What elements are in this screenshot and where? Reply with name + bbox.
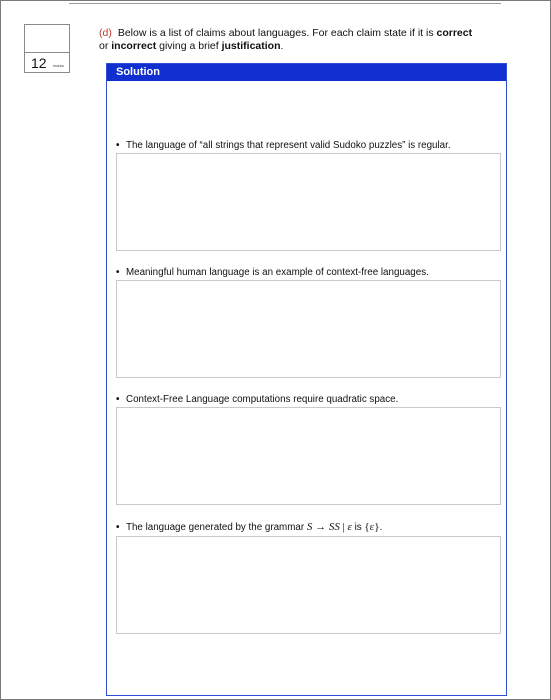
math-bar: |: [339, 521, 348, 533]
claim-bullet: •: [116, 522, 120, 533]
question-text-2: or: [99, 40, 112, 52]
marks-value: 12: [31, 55, 47, 71]
answer-box-2[interactable]: [116, 280, 501, 378]
marks-box: [24, 24, 70, 73]
marks-unit: marks: [53, 63, 64, 68]
question-justification: justification: [221, 40, 281, 52]
answer-box-4[interactable]: [116, 536, 501, 634]
math-epsilon: ε: [347, 521, 352, 533]
question-label: (d): [99, 27, 112, 39]
math-arrow: →: [312, 521, 329, 533]
claim-4-is: is: [351, 522, 365, 533]
claim-2-text: Meaningful human language is an example of context-free languages.: [126, 267, 429, 278]
top-rule: [69, 3, 501, 4]
claim-3-text: Context-Free Language computations require quadratic space.: [126, 394, 399, 405]
claim-4: [116, 521, 382, 534]
claim-bullet: •: [116, 394, 120, 405]
claim-2: [116, 267, 429, 279]
answer-box-3[interactable]: [116, 407, 501, 505]
claim-4-text: The language generated by the grammar: [126, 522, 307, 533]
math-ss: SS: [328, 521, 340, 533]
question-correct: correct: [436, 27, 473, 39]
claim-bullet: •: [116, 267, 120, 278]
question-text-1: Below is a list of claims about languages. For each claim state if it is: [117, 27, 437, 39]
claim-3: [116, 394, 398, 406]
question-incorrect: incorrect: [111, 40, 157, 52]
claim-1: [116, 140, 451, 152]
claim-bullet: •: [116, 140, 120, 151]
answer-box-1[interactable]: [116, 153, 501, 251]
math-set: {ε}: [364, 521, 380, 533]
marks-divider: [25, 52, 69, 53]
claim-1-text: The language of “all strings that represent valid Sudoko puzzles” is regular.: [126, 140, 451, 151]
claim-4-end: .: [379, 522, 383, 533]
question-text-end: .: [280, 40, 284, 52]
solution-header: Solution: [107, 64, 506, 81]
math-s: S: [306, 521, 313, 533]
question-prompt: [99, 27, 509, 53]
question-text-3: giving a brief: [156, 40, 222, 52]
